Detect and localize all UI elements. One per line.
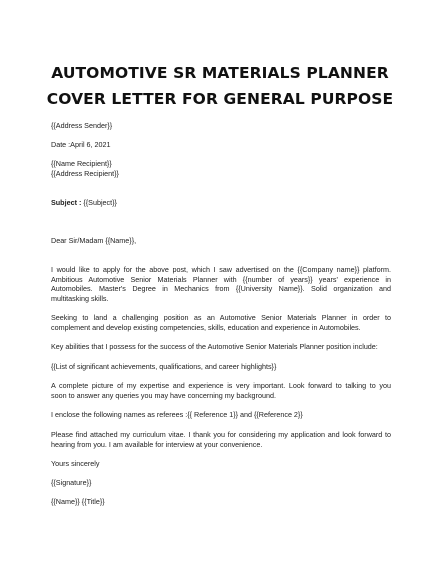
paragraph-line: hearing from you. I am available for interview at your convenience. [51, 439, 263, 449]
paragraph-line: multitasking skills. [51, 293, 109, 303]
paragraph-abilities: Key abilities that I possess for the success of the Automotive Senior Materials Planner position include: [51, 342, 378, 351]
paragraph-line: soon to answer any queries you may have concerning my background. [51, 390, 276, 400]
paragraph-line: I would like to apply for the above post, which I saw advertised on the {{Company name}} platform. [51, 265, 391, 274]
subject-line [51, 198, 391, 208]
paragraph-line: A complete picture of my expertise and experience is very important. Look forward to talking to you [51, 381, 391, 390]
paragraph-line: complement and develop existing competencies, skills, education and experience in Automobiles. [51, 322, 361, 332]
closing: Yours sincerely [51, 459, 100, 468]
paragraph-expertise [51, 381, 391, 400]
name-title: {{Name}} {{Title}} [51, 497, 105, 506]
sender-address: {{Address Sender}} [51, 121, 113, 130]
paragraph-line: Seeking to land a challenging position as an Automotive Senior Materials Planner in order to [51, 313, 391, 322]
paragraph-attachment [51, 430, 391, 449]
paragraph-referees: I enclose the following names as referees :{{ Reference 1}} and {{Reference 2}} [51, 410, 303, 419]
subject-label: Subject : [51, 198, 82, 207]
document-title-line-1: AUTOMOTIVE SR MATERIALS PLANNER [51, 64, 389, 82]
paragraph-line: Please find attached my curriculum vitae. I thank you for considering my application and look forward to [51, 430, 391, 439]
paragraph-achievements: {{List of significant achievements, qualifications, and career highlights}} [51, 362, 277, 371]
paragraph-line: Automobiles. Master's Degree in Mechanics from {{University Name}}. Solid organization and [51, 284, 391, 294]
letter-date: Date :April 6, 2021 [51, 140, 111, 149]
recipient-name: {{Name Recipient}} [51, 159, 112, 168]
salutation: Dear Sir/Madam {{Name}}, [51, 236, 137, 245]
paragraph-line: Ambitious Automotive Senior Materials Planner with {{number of years}} years' experience in [51, 274, 391, 284]
subject-value: {{Subject}} [81, 198, 117, 207]
document-title-line-2: COVER LETTER FOR GENERAL PURPOSE [46, 90, 394, 108]
paragraph-intro [51, 265, 391, 303]
signature: {{Signature}} [51, 478, 92, 487]
recipient-address: {{Address Recipient}} [51, 169, 119, 178]
paragraph-objective [51, 313, 391, 332]
